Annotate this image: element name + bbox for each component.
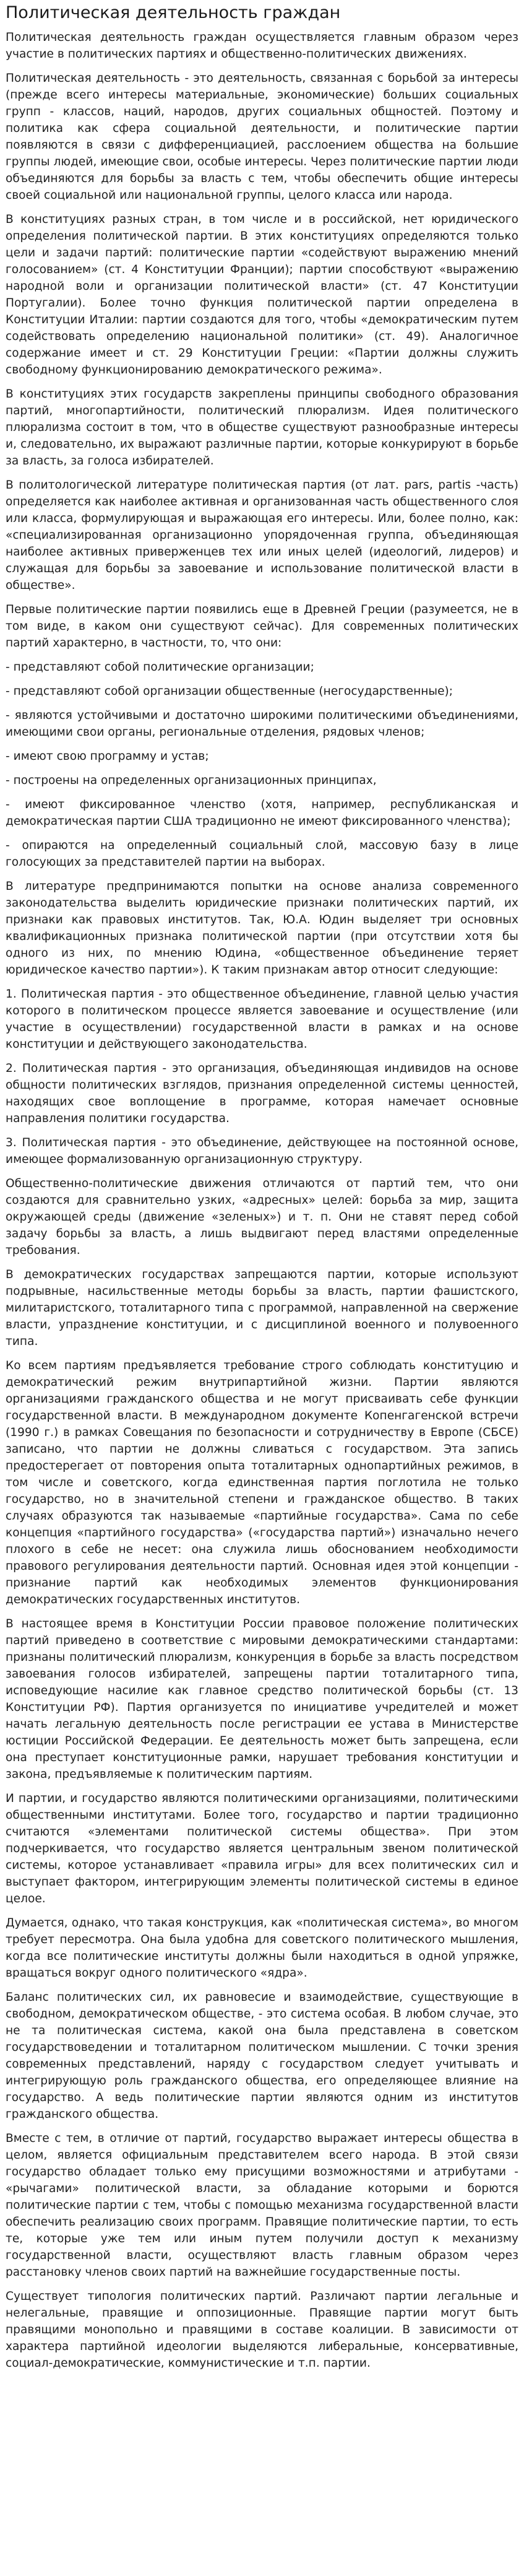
list-item: - опираются на определенный социальный слой, массовую базу в лице голосующих за представителей партии на выборах. bbox=[6, 839, 518, 869]
paragraph: Существует типология политических партий. Различают партии легальные и нелегальные, правящие и оппозиционные. Правящие партии могут быть правящими монопольно и правящими в составе коалиции. В зависимости от характера партийной идеологии выделяются либеральные, консервативные, социал-демократические, коммунистические и т.п. партии. bbox=[6, 2290, 518, 2370]
paragraph: Баланс политических сил, их равновесие и взаимодействие, существующие в свободном, демократическом обществе, - это система особая. В любом случае, это не та политическая система, какой она была представлена в советском государствоведении и тоталитарном политическом мышлении. С точки зрения современных представлений, наряду с государством следует учитывать и интегрирующую роль гражданского общества, его определяющее влияние на государство. А ведь политические партии являются одним из институтов гражданского общества. bbox=[6, 1991, 518, 2121]
paragraph: И партии, и государство являются политическими организациями, политическими общественными институтами. Более того, государство и партии традиционно считаются «элементами политической системы общества». При этом подчеркивается, что государство является центральным звеном политической системы, которое устанавливает «правила игры» для всех политических сил и выступает фактором, интегрирующим элементы политической системы в единое целое. bbox=[6, 1792, 518, 1905]
list-item: - представляют собой организации общественные (негосударственные); bbox=[6, 685, 453, 698]
paragraph: Политическая деятельность - это деятельность, связанная с борьбой за интересы (прежде всего интересы материальные, экономические) больших социальных групп - классов, наций, народов, других социальных общностей. Поэтому и политика как сфера социальной деятельности, и политические партии появляются в связи с дифференциацией, расслоением общества на большие группы людей, имеющие свои, особые интересы. Через политические партии люди объединяются для борьбы за власть с тем, чтобы обеспечить общие интересы своей социальной или национальной группы, целого класса или народа. bbox=[6, 72, 518, 202]
list-item: - имеют свою программу и устав; bbox=[6, 750, 209, 763]
page-title: Политическая деятельность граждан bbox=[6, 3, 341, 22]
paragraph: В демократических государствах запрещаются партии, которые используют подрывные, насильственные методы борьбы за власть, партии фашистского, милитаристского, тоталитарного типа с программой, направленной на свержение власти, упразднение конституции, и с дисциплиной военного и полувоенного типа. bbox=[6, 1268, 518, 1348]
list-item: - построены на определенных организационных принципах, bbox=[6, 774, 377, 787]
list-item: - имеют фиксированное членство (хотя, например, республиканская и демократическая партии США традиционно не имеют фиксированного членства); bbox=[6, 798, 518, 828]
paragraph: Общественно-политические движения отличаются от партий тем, что они создаются для сравнительно узких, «адресных» целей: борьба за мир, защита окружающей среды (движение «зеленых») и т. п. Они не ставят перед собой задачу борьбы за власть, а лишь выдвигают перед властями определенные требования. bbox=[6, 1177, 518, 1257]
paragraph: В конституциях этих государств закреплены принципы свободного образования партий, многопартийности, политический плюрализм. Идея политического плюрализма состоит в том, что в обществе существуют разнообразные интересы и, следовательно, их выражают различные партии, которые конкурируют в борьбе за власть, за голоса избирателей. bbox=[6, 388, 518, 468]
paragraph: Первые политические партии появились еще в Древней Греции (разумеется, не в том виде, в каком они существуют сейчас). Для современных политических партий характерно, в частности, то, что они: bbox=[6, 603, 518, 650]
paragraph: Думается, однако, что такая конструкция, как «политическая система», во многом требует пересмотра. Она была удобна для советского политического мышления, когда все политические институты должны были находиться в одной упряжке, вращаться вокруг одного политического «ядра». bbox=[6, 1917, 518, 1980]
list-item: - представляют собой политические организации; bbox=[6, 661, 314, 674]
numbered-item: 3. Политическая партия - это объединение, действующее на постоянной основе, имеющее формализованную организационную структуру. bbox=[6, 1136, 518, 1166]
paragraph: В конституциях разных стран, в том числе и в российской, нет юридического определения политической партии. В этих конституциях определяются только цели и задачи партий: политические партии «содействуют выражению мнений голосованием» (ст. 4 Конституции Франции); партии способствуют «выражению народной воли и организации политической власти» (ст. 47 Конституции Португалии). Более точно функция политической партии определена в Конституции Италии: партии создаются для того, чтобы «демократическим путем содействовать определению национальной политики» (ст. 49). Аналогичное содержание имеет и ст. 29 Конституции Греции: «Партии должны служить свободному функционированию демократического режима». bbox=[6, 213, 518, 376]
paragraph: Вместе с тем, в отличие от партий, государство выражает интересы общества в целом, является официальным представителем всего народа. В этой связи государство обладает только ему присущими возможностями и атрибутами - «рычагами» политической власти, за обладание которыми и борются политические партии с тем, чтобы с помощью механизма государственной власти обеспечить реализацию своих программ. Правящие политические партии, то есть те, которые уже тем или иным путем получили доступ к механизму государственной власти, осуществляют власть главным образом через расстановку членов своих партий на важнейшие государственные посты. bbox=[6, 2132, 518, 2279]
paragraph: В настоящее время в Конституции России правовое положение политических партий приведено в соответствие с мировыми демократическими стандартами: признаны политический плюрализм, конкуренция в борьбе за власть посредством завоевания голосов избирателей, запрещены партии тоталитарного типа, исповедующие насилие как главное средство политической борьбы (ст. 13 Конституции РФ). Партия организуется по инициативе учредителей и может начать легальную деятельность после регистрации ее устава в Министерстве юстиции Российской Федерации. Ее деятельность может быть запрещена, если она преступает конституционные рамки, нарушает требования конституции и закона, предъявляемые к политическим партиям. bbox=[6, 1617, 518, 1781]
numbered-item: 2. Политическая партия - это организация, объединяющая индивидов на основе общности политических взглядов, признания определенной системы ценностей, находящих свое воплощение в программе, которая намечает основные направления политики государства. bbox=[6, 1062, 518, 1125]
paragraph: Ко всем партиям предъявляется требование строго соблюдать конституцию и демократический режим внутрипартийной жизни. Партии являются организациями гражданского общества и не могут присваивать себе функции государственной власти. В международном документе Копенгагенской встречи (1990 г.) в рамках Совещания по безопасности и сотрудничеству в Европе (СБСЕ) записано, что партии не должны сливаться с государством. Эта запись предостерегает от повторения опыта тоталитарных однопартийных режимов, в том числе и советского, когда единственная партия поглотила не только государство, но в значительной степени и гражданское общество. В таких случаях образуются так называемые «партийные государства». Сама по себе концепция «партийного государства» («государства партий») изначально нечего плохого в себе не несет: она служила лишь обоснованием необходимости правового регулирования деятельности партий. Основная идея этой концепции - признание партий как необходимых элементов функционирования демократических государственных институтов. bbox=[6, 1359, 518, 1606]
paragraph: В литературе предпринимаются попытки на основе анализа современного законодательства выделить юридические признаки политических партий, их признаки как правовых институтов. Так, Ю.А. Юдин выделяет три основных квалификационных признака политической партии (при отсутствии хотя бы одного из них, по мнению Юдина, «общественное объединение теряет юридическое качество партии»). К таким признакам автор относит следующие: bbox=[6, 880, 518, 977]
paragraph: В политологической литературе политическая партия (от лат. pars, partis -часть) определяется как наиболее активная и организованная часть общественного слоя или класса, формулирующая и выражающая его интересы. Или, более полно, как: «специализированная организационно упорядоченная группа, объединяющая наиболее активных приверженцев тех или иных целей (идеологий, лидеров) и служащая для борьбы за завоевание и использование политической власти в обществе». bbox=[6, 479, 518, 592]
article-body bbox=[6, 29, 518, 2372]
numbered-item: 1. Политическая партия - это общественное объединение, главной целью участия которого в политическом процессе является завоевание и осуществление (или участие в осуществлении) государственной власти в рамках и на основе конституции и действующего законодательства. bbox=[6, 988, 518, 1051]
paragraph: Политическая деятельность граждан осуществляется главным образом через участие в политических партиях и общественно-политических движениях. bbox=[6, 31, 518, 61]
list-item: - являются устойчивыми и достаточно широкими политическими объединениями, имеющими свои органы, региональные отделения, рядовых членов; bbox=[6, 709, 518, 739]
